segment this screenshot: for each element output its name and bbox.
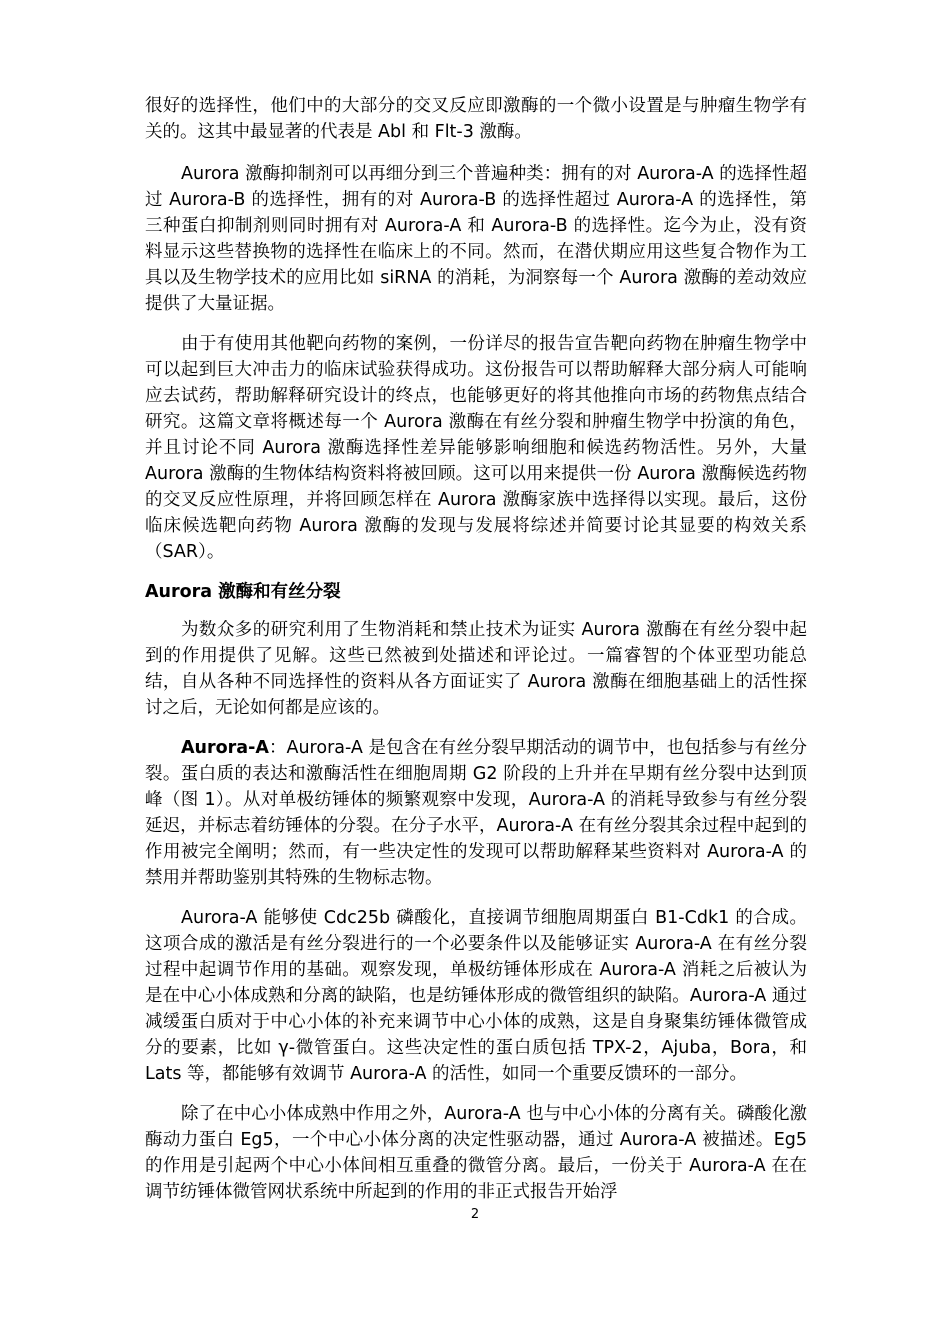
page-number: 2 <box>470 1207 480 1222</box>
section-heading: Aurora 激酶和有丝分裂 <box>145 582 341 602</box>
paragraph-aurora-a <box>145 735 807 891</box>
paragraph-cdc25b: Aurora-A 能够使 Cdc25b 磷酸化，直接调节细胞周期蛋白 B1-Cdk1 的合成。这项合成的激活是有丝分裂进行的一个必要条件以及能够证实 Aurora-A 在有丝分裂过程中起调节作用的基础。观察发现，单极纺锤体形成在 Aurora-A 消耗之后被认为是在中心小体成熟和分离的缺陷，也是纺锤体形成的微管组织的缺陷。Aurora-A 通过减缓蛋白质对于中心小体的补充来调节中心小体的成熟，这是自身聚集纺锤体微管成分的要素，比如 γ-微管蛋白。这些决定性的蛋白质包括 TPX-2，Ajuba，Bora，和 Lats 等，都能够有效调节 Aurora-A 的活性，如同一个重要反馈环的一部分。 <box>145 908 807 1084</box>
paragraph-continuation: 很好的选择性，他们中的大部分的交叉反应即激酶的一个微小设置是与肿瘤生物学有关的。这其中最显著的代表是 Abl 和 Flt-3 激酶。 <box>145 96 807 142</box>
paragraph-inhibitor-classes: Aurora 激酶抑制剂可以再细分到三个普遍种类：拥有的对 Aurora-A 的选择性超过 Aurora-B 的选择性，拥有的对 Aurora-B 的选择性超过 Aurora-A 的选择性，第三种蛋白抑制剂则同时拥有对 Aurora-A 和 Aurora-B 的选择性。迄今为止，没有资料显示这些替换物的选择性在临床上的不同。然而，在潜伏期应用这些复合物作为工具以及生物学技术的应用比如 siRNA 的消耗，为洞察每一个 Aurora 激酶的差动效应提供了大量证据。 <box>145 164 807 314</box>
document-body <box>145 93 807 1219</box>
paragraph-centrosome-separation: 除了在中心小体成熟中作用之外，Aurora-A 也与中心小体的分离有关。磷酸化激酶动力蛋白 Eg5，一个中心小体分离的决定性驱动器，通过 Aurora-A 被描述。Eg5 的作用是引起两个中心小体间相互重叠的微管分离。最后，一份关于 Aurora-A 在在调节纺锤体微管网状系统中所起到的作用的非正式报告开始浮 <box>145 1104 807 1202</box>
paragraph-mitosis-studies: 为数众多的研究利用了生物消耗和禁止技术为证实 Aurora 激酶在有丝分裂中起到的作用提供了见解。这些已然被到处描述和评论过。一篇睿智的个体亚型功能总结，自从各种不同选择性的资料从各方面证实了 Aurora 激酶在细胞基础上的活性探讨之后，无论如何都是应该的。 <box>145 620 807 718</box>
aurora-a-run-in-heading: Aurora-A <box>181 738 269 758</box>
aurora-a-text: ：Aurora-A 是包含在有丝分裂早期活动的调节中，也包括参与有丝分裂。蛋白质的表达和激酶活性在细胞周期 G2 阶段的上升并在早期有丝分裂中达到顶峰（图 1）。从对单极纺锤体的频繁观察中发现，Aurora-A 的消耗导致参与有丝分裂延迟，并标志着纺锤体的分裂。在分子水平，Aurora-A 在有丝分裂其余过程中起到的作用被完全阐明；然而，有一些决定性的发现可以帮助解释某些资料对 Aurora-A 的禁用并帮助鉴别其特殊的生物标志物。 <box>145 738 807 888</box>
paragraph-clinical-report: 由于有使用其他靶向药物的案例，一份详尽的报告宣告靶向药物在肿瘤生物学中可以起到巨大冲击力的临床试验获得成功。这份报告可以帮助解释大部分病人可能响应去试药，帮助解释研究设计的终点，也能够更好的将其他推向市场的药物焦点结合研究。这篇文章将概述每一个 Aurora 激酶在有丝分裂和肿瘤生物学中扮演的角色，并且讨论不同 Aurora 激酶选择性差异能够影响细胞和候选药物活性。另外，大量 Aurora 激酶的生物体结构资料将被回顾。这可以用来提供一份 Aurora 激酶候选药物的交叉反应性原理，并将回顾怎样在 Aurora 激酶家族中选择得以实现。最后，这份临床候选靶向药物 Aurora 激酶的发现与发展将综述并简要讨论其显要的构效关系（SAR）。 <box>145 334 807 562</box>
